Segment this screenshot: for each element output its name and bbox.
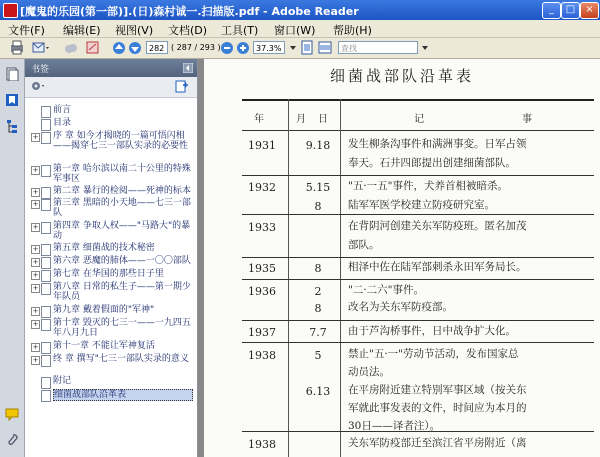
row-text-line: 由于芦沟桥事件，日中战争扩大化。 [348, 325, 516, 337]
table-title: 细菌战部队沿革表 [329, 67, 474, 85]
row-text-line: "二·二六"事件。 [348, 284, 424, 296]
menu-help[interactable]: 帮助(H) [333, 24, 372, 37]
bookmark-label: 细菌战部队沿革表 [53, 389, 193, 401]
col-header-month: 月 [296, 114, 306, 125]
bookmark-label: 第一章 哈尔滨以南二十公里的特殊军事区 [53, 164, 191, 184]
previous-page-icon[interactable] [112, 40, 126, 55]
signature-icon[interactable] [86, 40, 100, 55]
row-year: 1936 [248, 285, 276, 298]
page-icon [41, 319, 51, 331]
table-top-rule [242, 99, 594, 101]
menu-edit[interactable]: 编辑(E) [63, 24, 101, 37]
bookmark-label: 第八章 日常的私生子——第一期少年队员 [53, 282, 191, 302]
page-icon [41, 165, 51, 177]
row-date: 2 [314, 285, 322, 298]
search-dropdown-icon[interactable] [421, 40, 429, 55]
bookmark-label: 第七章 在华国的那些日子里 [53, 269, 164, 279]
bookmark-label: 附记 [53, 376, 72, 386]
menu-bar [0, 20, 600, 38]
row-date: 8 [314, 262, 322, 275]
bookmarks-panel [25, 59, 198, 457]
bookmark-label: 第二章 暴行的检阅——死神的标本 [53, 186, 191, 196]
menu-window[interactable]: 窗口(W) [274, 24, 316, 37]
row-rule [242, 342, 594, 343]
bookmarks-panel-header [25, 59, 197, 77]
comments-icon[interactable] [5, 407, 19, 421]
toolbar [0, 38, 600, 59]
expand-icon[interactable]: + [32, 133, 39, 141]
page-icon [41, 283, 51, 295]
menu-file[interactable]: 文件(F) [8, 24, 45, 37]
expand-icon[interactable]: + [32, 320, 39, 328]
page-icon [41, 377, 51, 389]
row-rule [242, 214, 594, 215]
row-text-line: 陆军军医学校建立防疫研究室。 [348, 199, 495, 211]
expand-icon[interactable]: + [32, 223, 39, 231]
chevron-down-icon[interactable] [289, 40, 297, 55]
page-icon [41, 257, 51, 269]
row-date: 8 [314, 200, 322, 213]
share-email-icon[interactable] [32, 40, 50, 55]
search-input[interactable] [338, 41, 418, 54]
page-icon [41, 244, 51, 256]
row-date: 5 [314, 349, 322, 362]
page-icon [41, 306, 51, 318]
expand-icon[interactable]: + [32, 245, 39, 253]
tree-icon[interactable] [5, 119, 19, 133]
row-year: 1933 [248, 221, 276, 234]
page-count: ( 287 / 293 ) [171, 43, 221, 52]
row-text-line: 在背阴河创建关东军防疫班。匿名加茂 [348, 220, 527, 232]
column-divider [340, 99, 341, 457]
row-year: 1937 [248, 326, 276, 339]
row-rule [242, 320, 594, 321]
search-placeholder: 查找 [341, 44, 357, 53]
bookmark-label: 序 章 如今才揭晓的一篇可悟闪相——揭穿七三一部队实录的必要性 [53, 131, 189, 151]
row-date: 9.18 [305, 139, 331, 152]
page-icon [41, 270, 51, 282]
fit-page-icon[interactable] [300, 40, 314, 55]
panel-menu-icon[interactable] [183, 63, 193, 73]
row-text-line: 改名为关东军防疫部。 [348, 301, 453, 313]
row-text-line: 在平房附近建立特别军事区域（按关东 [348, 384, 527, 396]
menu-tools[interactable]: 工具(T) [221, 24, 259, 37]
page-icon [41, 132, 51, 144]
row-year: 1935 [248, 262, 276, 275]
expand-icon[interactable]: + [32, 258, 39, 266]
bookmarks-icon[interactable] [5, 93, 19, 107]
expand-icon[interactable]: + [32, 200, 39, 208]
window-title: [魔鬼的乐园(第一部)].(日)森村诚一.扫描版.pdf - Adobe Reader [20, 5, 359, 18]
expand-icon[interactable]: + [32, 343, 39, 351]
row-text-line: 关东军防疫部迁至滨江省平房附近（离 [348, 437, 527, 449]
menu-document[interactable]: 文档(D) [168, 24, 208, 37]
minimize-button[interactable]: _ [542, 2, 561, 19]
expand-icon[interactable]: + [32, 271, 39, 279]
bookmarks-toolbar [25, 77, 197, 98]
row-year: 1932 [248, 181, 276, 194]
row-text-line: 奉天。石井四郎提出创建细菌部队。 [348, 157, 516, 169]
page-icon [41, 222, 51, 234]
bookmark-label: 目录 [53, 118, 72, 128]
adobe-reader-icon [3, 3, 18, 18]
row-year: 1938 [248, 438, 276, 451]
row-rule [242, 279, 594, 280]
new-bookmark-icon[interactable] [175, 80, 189, 93]
expand-icon[interactable]: + [32, 284, 39, 292]
row-rule [242, 175, 594, 176]
bookmark-label: 前言 [53, 105, 72, 115]
fit-width-icon[interactable] [318, 40, 332, 55]
next-page-icon[interactable] [128, 40, 142, 55]
row-text-line: "五·一五"事件，犬养首相被暗杀。 [348, 180, 508, 192]
header-rule [242, 130, 594, 131]
zoom-out-icon[interactable] [220, 40, 234, 55]
row-date: 8 [314, 302, 322, 315]
page-icon [41, 199, 51, 211]
row-date: 7.7 [309, 326, 327, 339]
col-header-year: 年 [254, 114, 264, 125]
navigation-strip [0, 59, 25, 457]
pages-icon[interactable] [5, 67, 19, 81]
row-text-line: 军就此事发表的文件，时间应为本月的 [348, 402, 527, 414]
page-number-input[interactable]: 282 [146, 41, 168, 54]
column-divider [288, 99, 289, 457]
maximize-button[interactable]: □ [561, 2, 580, 19]
expand-icon[interactable]: + [32, 166, 39, 174]
page-icon [41, 355, 51, 367]
row-text-line: 禁止"五·一"劳动节活动，发布国家总 [348, 348, 519, 360]
bookmark-label: 第九章 戴着假面的"军神" [53, 305, 155, 315]
row-date: 5.15 [305, 181, 331, 194]
bookmark-label: 第六章 恶魔的肺体——一〇〇部队 [53, 256, 191, 266]
row-date: 6.13 [305, 385, 331, 398]
print-icon[interactable] [10, 40, 24, 55]
row-text-line: 发生柳条沟事件和满洲事变。日军占领 [348, 138, 527, 150]
page-icon [41, 119, 51, 131]
expand-icon[interactable]: + [32, 188, 39, 196]
col-header-event-2: 事 [522, 114, 532, 125]
row-text-line: 部队。 [348, 239, 380, 251]
bookmark-label: 第四章 争取人权——"马路大"的暴动 [53, 221, 191, 241]
attachments-icon[interactable] [5, 433, 19, 447]
bookmark-label: 第三章 黑暗的小天地——七三一部队 [53, 198, 191, 218]
zoom-in-icon[interactable] [236, 40, 250, 55]
bookmark-label: 第十章 毁灭的七三一——一九四五年八月九日 [53, 318, 191, 338]
page-icon [41, 106, 51, 118]
col-header-day: 日 [318, 114, 328, 125]
row-text-line: 30日——译者注）。 [348, 420, 441, 432]
col-header-event: 记 [414, 114, 424, 125]
bookmark-label: 终 章 撰写"七三一部队实录的意义 [53, 354, 189, 364]
page-icon [41, 342, 51, 354]
options-gear-icon[interactable] [30, 80, 46, 93]
row-text-line: 相泽中佐在陆军部刺杀永田军务局长。 [348, 261, 527, 273]
menu-view[interactable]: 视图(V) [115, 24, 154, 37]
title-bar [0, 0, 600, 20]
page-icon [41, 390, 51, 402]
document-page [204, 59, 600, 457]
zoom-level-select[interactable]: 37.3% [253, 41, 285, 54]
document-view[interactable] [198, 59, 600, 457]
page-icon [41, 187, 51, 199]
row-year: 1931 [248, 139, 276, 152]
bookmark-label: 第五章 细菌战的技术秘密 [53, 243, 155, 253]
cloud-icon[interactable] [64, 40, 78, 55]
expand-icon[interactable]: + [32, 356, 39, 364]
row-year: 1938 [248, 349, 276, 362]
bookmarks-panel-title: 书签 [31, 65, 50, 75]
expand-icon[interactable]: + [32, 307, 39, 315]
row-rule [242, 431, 594, 432]
close-button[interactable]: × [580, 2, 599, 19]
row-text-line: 动员法。 [348, 366, 390, 378]
bookmark-label: 第十一章 不能让军神复活 [53, 341, 155, 351]
